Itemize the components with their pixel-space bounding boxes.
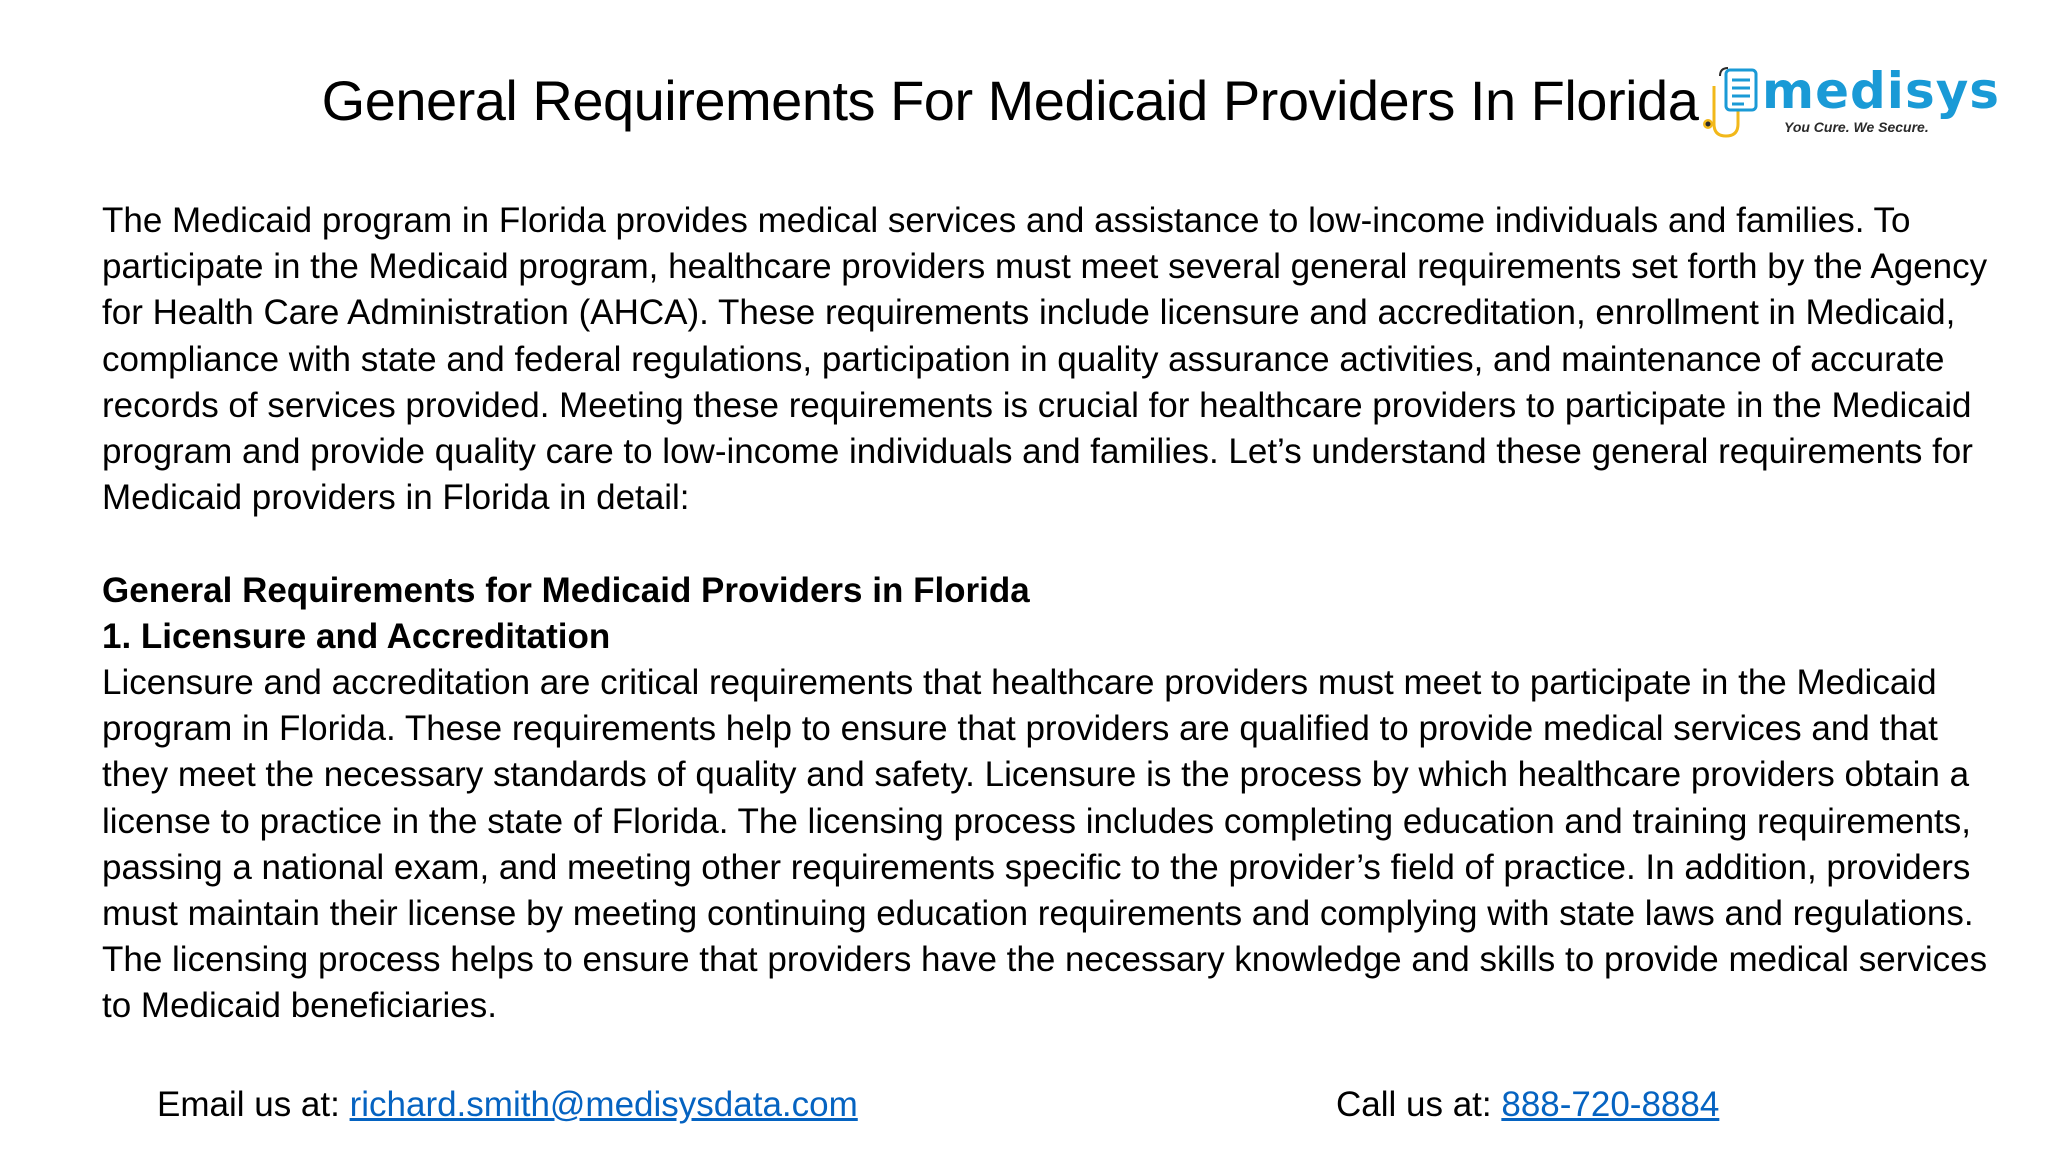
phone-label: Call us at: (1336, 1085, 1502, 1124)
phone-link[interactable]: 888-720-8884 (1501, 1085, 1720, 1124)
svg-text:medisys: medisys (1762, 64, 2001, 120)
footer-email (157, 1082, 858, 1128)
email-label: Email us at: (157, 1085, 350, 1124)
medisys-logo-icon (1700, 64, 2020, 148)
page-title: General Requirements For Medicaid Providers In Florida (321, 69, 1699, 132)
svg-text:You Cure. We Secure.: You Cure. We Secure. (1784, 119, 1929, 135)
email-link[interactable]: richard.smith@medisysdata.com (349, 1085, 858, 1124)
intro-paragraph: The Medicaid program in Florida provides medical services and assistance to low-income individuals and families. To participate in the Medicaid program, healthcare providers must meet several general requirements set forth by the Agency for Health Care Administration (AHCA). These requirements include licensure and accreditation, enrollment in Medicaid, compliance with state and federal regulations, participation in quality assurance activities, and maintenance of accurate records of services provided. Meeting these requirements is crucial for healthcare providers to participate in the Medicaid program and provide quality care to low-income individuals and families. Let’s understand these general requirements for Medicaid providers in Florida in detail: (102, 201, 1988, 518)
body-content (102, 198, 2002, 1030)
paragraph-spacer (102, 521, 2002, 567)
subheading: 1. Licensure and Accreditation (102, 616, 611, 656)
footer-phone (1336, 1082, 1719, 1128)
section-paragraph: Licensure and accreditation are critical requirements that healthcare providers must meet to participate in the Medicaid program in Florida. These requirements help to ensure that providers are qualified to provide medical services and that they meet the necessary standards of quality and safety. Licensure is the process by which healthcare providers obtain a license to practice in the state of Florida. The licensing process includes completing education and training requirements, passing a national exam, and meeting other requirements specific to the provider’s field of practice. In addition, providers must maintain their license by meeting continuing education requirements and complying with state laws and regulations. The licensing process helps to ensure that providers have the necessary knowledge and skills to provide medical services to Medicaid beneficiaries. (102, 663, 1988, 1026)
section-heading: General Requirements for Medicaid Providers in Florida (102, 570, 1030, 610)
medisys-logo (1700, 64, 2020, 148)
